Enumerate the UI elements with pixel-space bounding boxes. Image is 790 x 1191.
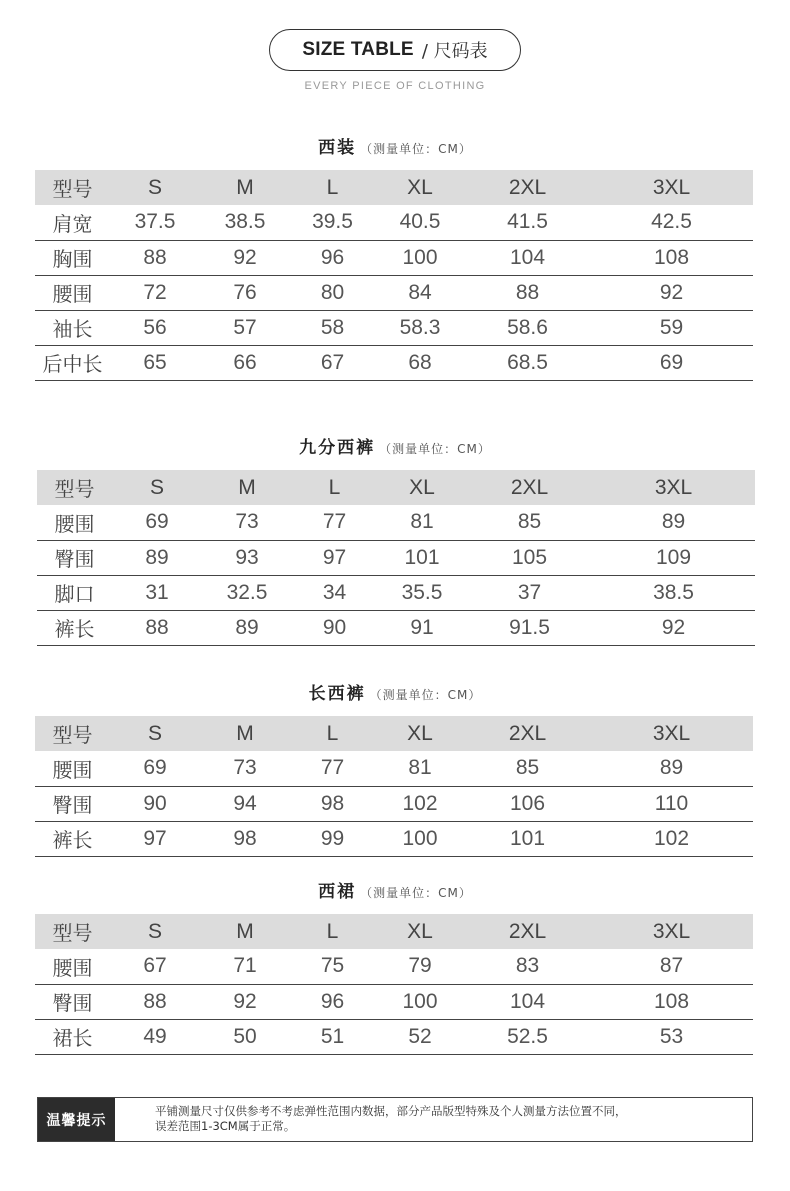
measure-label: 裙长 [35, 1019, 110, 1054]
header-cell-size: XL [375, 170, 465, 205]
header-cell-size: M [200, 914, 290, 949]
measure-value: 108 [590, 984, 753, 1019]
measure-value: 34 [292, 575, 377, 610]
table-row [35, 821, 753, 856]
section-cropped-trousers [0, 433, 790, 457]
tips-label: 温馨提示 [38, 1098, 115, 1141]
header-cell-size: M [200, 170, 290, 205]
measure-value: 85 [465, 751, 590, 786]
measure-value: 88 [110, 240, 200, 275]
measure-label: 裤长 [35, 821, 110, 856]
measure-value: 31 [112, 575, 202, 610]
section-unit: （测量单位：CM） [360, 142, 472, 156]
measure-value: 84 [375, 275, 465, 310]
tips-text [115, 1098, 752, 1141]
measure-value: 68 [375, 345, 465, 380]
measure-value: 81 [375, 751, 465, 786]
measure-value: 88 [112, 610, 202, 645]
measure-value: 110 [590, 786, 753, 821]
subtitle: EVERY PIECE OF CLOTHING [304, 80, 486, 92]
header-cell-label: 型号 [37, 470, 112, 505]
measure-value: 77 [290, 751, 375, 786]
measure-value: 52 [375, 1019, 465, 1054]
measure-value: 97 [292, 540, 377, 575]
measure-value: 52.5 [465, 1019, 590, 1054]
measure-value: 77 [292, 505, 377, 540]
section-name: 西裙 [318, 882, 357, 902]
table-row [37, 575, 755, 610]
table-row [37, 540, 755, 575]
measure-label: 臀围 [35, 786, 110, 821]
measure-value: 100 [375, 984, 465, 1019]
measure-value: 73 [200, 751, 290, 786]
measure-value: 73 [202, 505, 292, 540]
measure-label: 腰围 [35, 751, 110, 786]
header-cell-size: XL [377, 470, 467, 505]
measure-value: 101 [465, 821, 590, 856]
measure-value: 90 [292, 610, 377, 645]
table-row [35, 240, 753, 275]
section-title [0, 433, 790, 457]
header-cell-size: 2XL [467, 470, 592, 505]
measure-value: 100 [375, 821, 465, 856]
section-name: 长西裤 [308, 684, 366, 704]
header-cell-size: 2XL [465, 914, 590, 949]
measure-value: 98 [290, 786, 375, 821]
measure-value: 37 [467, 575, 592, 610]
table-header-row [37, 470, 755, 505]
measure-value: 96 [290, 240, 375, 275]
measure-value: 100 [375, 240, 465, 275]
table-row [35, 310, 753, 345]
measure-value: 37.5 [110, 205, 200, 240]
measure-value: 35.5 [377, 575, 467, 610]
measure-value: 75 [290, 949, 375, 984]
measure-value: 89 [202, 610, 292, 645]
size-table-long-trousers [35, 716, 753, 857]
measure-value: 41.5 [465, 205, 590, 240]
size-table-cropped-trousers [37, 470, 755, 646]
measure-value: 68.5 [465, 345, 590, 380]
measure-value: 69 [112, 505, 202, 540]
header-cell-label: 型号 [35, 170, 110, 205]
measure-value: 85 [467, 505, 592, 540]
measure-value: 108 [590, 240, 753, 275]
table-header-row [35, 716, 753, 751]
measure-value: 92 [200, 240, 290, 275]
section-unit: （测量单位：CM） [360, 886, 472, 900]
measure-value: 67 [290, 345, 375, 380]
measure-value: 104 [465, 984, 590, 1019]
measure-value: 38.5 [592, 575, 755, 610]
measure-value: 91.5 [467, 610, 592, 645]
measure-value: 90 [110, 786, 200, 821]
measure-value: 80 [290, 275, 375, 310]
measure-value: 76 [200, 275, 290, 310]
measure-value: 92 [590, 275, 753, 310]
measure-value: 102 [590, 821, 753, 856]
header-cell-size: S [110, 716, 200, 751]
measure-value: 56 [110, 310, 200, 345]
table-row [35, 275, 753, 310]
measure-value: 58 [290, 310, 375, 345]
measure-value: 39.5 [290, 205, 375, 240]
table-row [35, 1019, 753, 1054]
measure-label: 腰围 [35, 275, 110, 310]
measure-value: 102 [375, 786, 465, 821]
measure-value: 49 [110, 1019, 200, 1054]
measure-value: 66 [200, 345, 290, 380]
measure-value: 96 [290, 984, 375, 1019]
section-long-trousers [0, 679, 790, 703]
table-row [35, 786, 753, 821]
measure-label: 腰围 [35, 949, 110, 984]
measure-label: 腰围 [37, 505, 112, 540]
header-cell-label: 型号 [35, 914, 110, 949]
measure-label: 袖长 [35, 310, 110, 345]
measure-value: 92 [200, 984, 290, 1019]
measure-value: 69 [590, 345, 753, 380]
table-row [35, 751, 753, 786]
table-row [35, 345, 753, 380]
measure-value: 99 [290, 821, 375, 856]
header-cell-size: 3XL [590, 170, 753, 205]
section-title [0, 133, 790, 157]
measure-value: 51 [290, 1019, 375, 1054]
measure-value: 88 [110, 984, 200, 1019]
measure-value: 97 [110, 821, 200, 856]
measure-value: 94 [200, 786, 290, 821]
section-skirt [0, 877, 790, 901]
measure-value: 38.5 [200, 205, 290, 240]
measure-value: 53 [590, 1019, 753, 1054]
header-cell-size: 3XL [590, 716, 753, 751]
header-cell-size: S [112, 470, 202, 505]
table-row [35, 949, 753, 984]
header-cell-size: L [290, 170, 375, 205]
measure-label: 臀围 [35, 984, 110, 1019]
measure-value: 58.3 [375, 310, 465, 345]
measure-value: 93 [202, 540, 292, 575]
header-cell-size: L [290, 716, 375, 751]
measure-value: 65 [110, 345, 200, 380]
table-row [35, 984, 753, 1019]
measure-value: 89 [592, 505, 755, 540]
tips-line-2: 误差范围1-3CM属于正常。 [155, 1119, 296, 1133]
section-name: 西装 [318, 138, 357, 158]
title-en: SIZE TABLE [302, 39, 414, 60]
measure-value: 92 [592, 610, 755, 645]
measure-value: 101 [377, 540, 467, 575]
measure-value: 105 [467, 540, 592, 575]
header-cell-size: L [292, 470, 377, 505]
measure-value: 71 [200, 949, 290, 984]
measure-label: 胸围 [35, 240, 110, 275]
tips-box [37, 1097, 753, 1142]
measure-value: 59 [590, 310, 753, 345]
measure-value: 91 [377, 610, 467, 645]
measure-value: 88 [465, 275, 590, 310]
table-header-row [35, 170, 753, 205]
header-cell-size: 2XL [465, 170, 590, 205]
measure-value: 42.5 [590, 205, 753, 240]
measure-value: 58.6 [465, 310, 590, 345]
measure-value: 50 [200, 1019, 290, 1054]
measure-label: 臀围 [37, 540, 112, 575]
table-row [35, 205, 753, 240]
measure-value: 109 [592, 540, 755, 575]
measure-value: 106 [465, 786, 590, 821]
table-row [37, 610, 755, 645]
header-cell-size: L [290, 914, 375, 949]
size-table-title [269, 29, 521, 71]
table-header-row [35, 914, 753, 949]
size-table-suit [35, 170, 753, 381]
header-cell-size: XL [375, 716, 465, 751]
measure-value: 72 [110, 275, 200, 310]
measure-value: 32.5 [202, 575, 292, 610]
header-cell-size: 3XL [590, 914, 753, 949]
measure-value: 81 [377, 505, 467, 540]
header-cell-size: XL [375, 914, 465, 949]
header-cell-size: M [202, 470, 292, 505]
measure-value: 87 [590, 949, 753, 984]
title-cn: / 尺码表 [421, 41, 488, 62]
table-row [37, 505, 755, 540]
measure-value: 69 [110, 751, 200, 786]
header-cell-size: M [200, 716, 290, 751]
tips-line-1: 平铺测量尺寸仅供参考不考虑弹性范围内数据，部分产品版型特殊及个人测量方法位置不同， [155, 1104, 627, 1118]
header-cell-size: S [110, 170, 200, 205]
section-unit: （测量单位：CM） [369, 688, 482, 702]
measure-value: 57 [200, 310, 290, 345]
measure-value: 104 [465, 240, 590, 275]
measure-label: 后中长 [35, 345, 110, 380]
measure-label: 肩宽 [35, 205, 110, 240]
header-cell-size: S [110, 914, 200, 949]
measure-value: 89 [590, 751, 753, 786]
header-cell-size: 3XL [592, 470, 755, 505]
header-cell-label: 型号 [35, 716, 110, 751]
measure-value: 79 [375, 949, 465, 984]
measure-value: 40.5 [375, 205, 465, 240]
section-suit [0, 133, 790, 157]
measure-label: 裤长 [37, 610, 112, 645]
section-title [0, 679, 790, 703]
size-table-skirt [35, 914, 753, 1055]
header-cell-size: 2XL [465, 716, 590, 751]
measure-value: 83 [465, 949, 590, 984]
measure-label: 脚口 [37, 575, 112, 610]
measure-value: 89 [112, 540, 202, 575]
measure-value: 98 [200, 821, 290, 856]
section-unit: （测量单位：CM） [379, 442, 491, 456]
section-name: 九分西裤 [299, 438, 376, 458]
section-title [0, 877, 790, 901]
measure-value: 67 [110, 949, 200, 984]
